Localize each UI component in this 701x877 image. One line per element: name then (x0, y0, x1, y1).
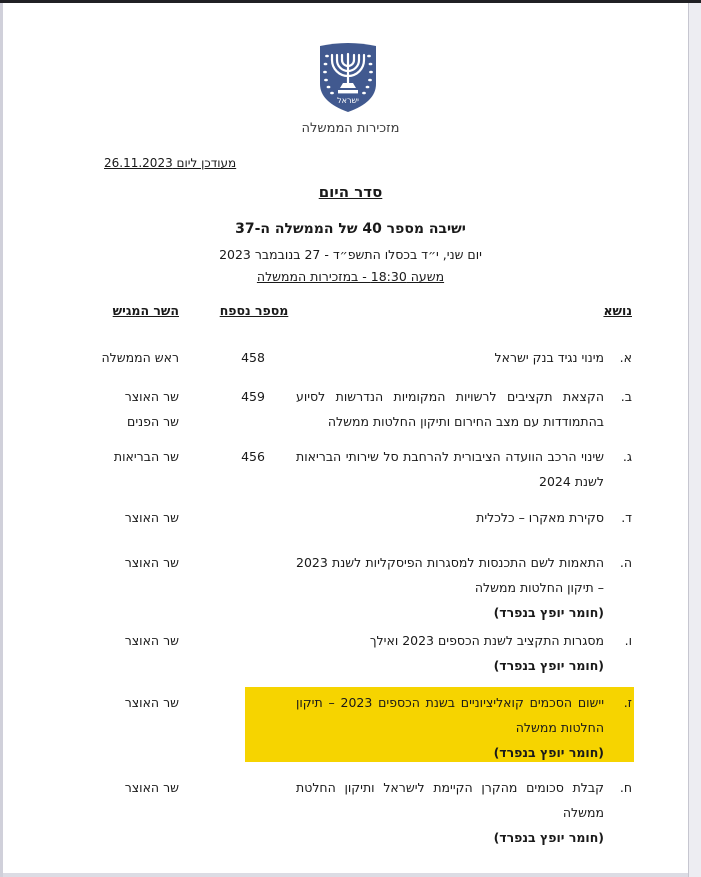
org-name: מזכירות הממשלה (301, 121, 400, 136)
subject-text: יישום הסכמים קואליציוניים בשנת הכספים 2023 – תיקון החלטות ממשלה (296, 695, 604, 735)
viewer-left-edge (0, 3, 3, 877)
subject-cell (296, 384, 632, 434)
meeting-time-line: משעה 18:30 - במזכירות הממשלה (256, 269, 445, 284)
subject-cell (296, 444, 632, 494)
subject-note: (חומר יופץ בנפרד) (493, 605, 604, 620)
updated-date: מעודכן ליום 26.11.2023 (104, 156, 237, 170)
subject-note: (חומר יופץ בנפרד) (493, 745, 604, 760)
row-letter: ה. (619, 555, 632, 570)
viewer-right-edge (688, 3, 701, 877)
minister-name: שר האוצר (124, 780, 179, 795)
minister-name: שר הבריאות (113, 449, 179, 464)
subject-text: מסגרות התקציב לשנת הכספים 2023 ואילך (369, 633, 604, 648)
subject-text: התאמות לשם התכנסות למסגרות הפיסקליות לשנת 2023 – תיקון החלטות ממשלה (296, 555, 604, 595)
subject-cell (296, 345, 632, 370)
row-letter: ד. (621, 510, 632, 525)
subject-cell (296, 505, 632, 530)
minister-name: שר האוצר (124, 695, 179, 710)
meeting-date-line: יום שני, י״ד בכסלו התשפ״ד - 27 בנובמבר 2023 (219, 247, 482, 262)
row-letter: ב. (620, 389, 632, 404)
israel-state-emblem-icon (312, 40, 384, 114)
subject-cell (296, 690, 632, 765)
viewer-bottom-edge (0, 873, 701, 877)
minister-name: שר האוצר (124, 555, 179, 570)
subject-text: הקצאת תקציבים לרשויות המקומיות הנדרשות לסיוע בהתמודדות עם מצב החירום ותיקון החלטות ממשלה (296, 389, 604, 429)
minister-cell (95, 690, 179, 715)
subject-text: קבלת סכומים מהקרן הקיימת לישראל ותיקון החלטת ממשלה (296, 780, 604, 820)
minister-cell (95, 384, 179, 434)
subject-note: (חומר יופץ בנפרד) (493, 658, 604, 673)
row-letter: א. (619, 350, 632, 365)
appendix-number: 458 (241, 350, 265, 365)
row-letter: ח. (619, 780, 632, 795)
minister-cell (95, 444, 179, 469)
subject-cell (296, 775, 632, 850)
row-letter: ז. (623, 695, 632, 710)
subject-text: מינוי נגיד בנק ישראל (494, 350, 604, 365)
minister-name: שר האוצר (124, 389, 179, 404)
header-subject: נושא (603, 303, 632, 318)
emblem-label: ישראל (337, 96, 359, 105)
minister-cell (95, 550, 179, 575)
row-letter: ג. (622, 449, 632, 464)
minister-cell (95, 505, 179, 530)
subject-cell (296, 550, 632, 625)
header-minister: השר המגיש (112, 303, 179, 318)
minister-cell (95, 775, 179, 800)
subject-text: שינוי הרכב הוועדה הציבורית להרחבת סל שירותי הבריאות לשנת 2024 (296, 449, 604, 489)
appendix-number: 459 (241, 389, 265, 404)
viewer-top-edge (0, 0, 701, 3)
subject-cell (296, 628, 632, 678)
document-title: סדר היום (318, 183, 383, 201)
appendix-number: 456 (241, 449, 265, 464)
header-appendix: מספר נספח (219, 303, 289, 318)
minister-name: ראש הממשלה (101, 350, 179, 365)
subject-text: סקירת מאקרו – כלכלית (476, 510, 604, 525)
minister-name: שר האוצר (124, 633, 179, 648)
row-letter: ו. (624, 633, 632, 648)
meeting-title: ישיבה מספר 40 של הממשלה ה-37 (235, 221, 466, 237)
minister-cell (95, 345, 179, 370)
minister-name: שר הפנים (127, 414, 179, 429)
minister-cell (95, 628, 179, 653)
minister-name: שר האוצר (124, 510, 179, 525)
subject-note: (חומר יופץ בנפרד) (493, 830, 604, 845)
